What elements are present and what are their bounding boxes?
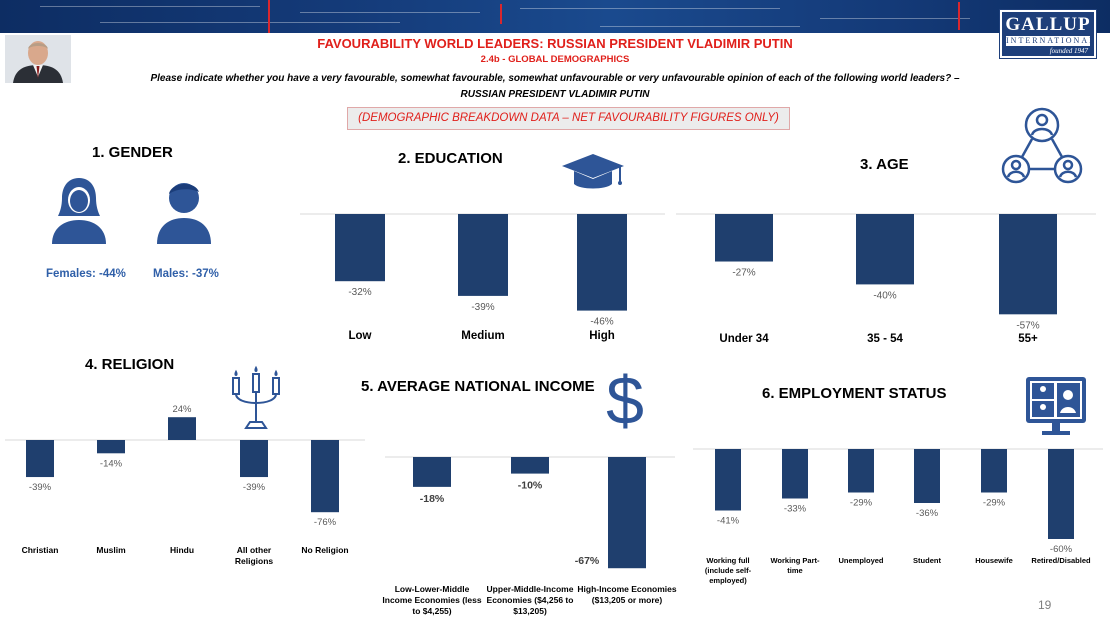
logo-founded: founded 1947 [1049, 47, 1088, 55]
education-bar [458, 214, 508, 296]
employment-value-label: -60% [1049, 544, 1073, 555]
age-chart [676, 205, 1096, 335]
females-value: Females: -44% [46, 268, 126, 280]
males-value: Males: -37% [153, 268, 219, 280]
employment-category-label: Housewife [975, 556, 1013, 565]
age-value-label: -57% [1016, 320, 1040, 332]
religion-value-label: -39% [28, 482, 52, 494]
education-value-label: -32% [348, 287, 372, 299]
employment-value-label: -33% [783, 503, 807, 515]
religion-bar [311, 440, 339, 512]
employment-bar [715, 449, 741, 511]
employment-bar [848, 449, 874, 493]
religion-category-label: Hindu [169, 545, 195, 555]
income-category-label: Low-Lower-Middle Income Economies (less to $4,255) [382, 584, 482, 616]
age-category-label: Under 34 [719, 333, 769, 345]
female-icon [50, 176, 108, 244]
employment-bar [782, 449, 808, 499]
income-bar [511, 457, 549, 474]
employment-category-label: Working Part-time [770, 556, 820, 575]
religion-chart [5, 395, 365, 540]
education-category-label: Low [348, 330, 372, 342]
income-bar [413, 457, 451, 487]
religion-category-label: No Religion [301, 545, 349, 555]
education-section-title: 2. EDUCATION [398, 150, 503, 167]
religion-value-label: -39% [242, 482, 266, 494]
age-value-label: -40% [873, 290, 897, 302]
employment-value-label: -29% [849, 497, 873, 509]
employment-section-title: 6. EMPLOYMENT STATUS [762, 385, 947, 402]
age-value-label: -27% [732, 267, 756, 279]
age-bar [715, 214, 773, 262]
demographic-note: (DEMOGRAPHIC BREAKDOWN DATA – NET FAVOURABILITY FIGURES ONLY) [347, 107, 790, 130]
education-category-label: Medium [461, 330, 505, 342]
employment-category-label: Unemployed [838, 556, 884, 565]
religion-section-title: 4. RELIGION [85, 356, 175, 373]
employment-chart [693, 440, 1103, 555]
education-bar [335, 214, 385, 281]
question-text: Please indicate whether you have a very favourable, somewhat favourable, somewhat unfavourable or very unfavourable opinion of each of the following world leaders? – [150, 73, 960, 84]
religion-bar [97, 440, 125, 453]
income-value-label: -18% [419, 492, 445, 505]
age-category-label: 55+ [1018, 333, 1038, 345]
education-category-label: High [589, 330, 615, 342]
employment-bar [914, 449, 940, 503]
employment-category-label: Retired/Disabled [1031, 556, 1091, 565]
religion-bar [240, 440, 268, 477]
religion-value-label: -14% [99, 458, 123, 470]
gender-section-title: 1. GENDER [92, 144, 173, 161]
religion-bar [168, 417, 196, 440]
education-value-label: -39% [471, 301, 495, 313]
education-value-label: -46% [590, 316, 614, 328]
religion-value-label: 24% [172, 404, 192, 416]
religion-category-label: Christian [21, 545, 59, 555]
employment-category-label: Student [913, 556, 941, 565]
income-section-title: 5. AVERAGE NATIONAL INCOME [361, 378, 595, 395]
page-number: 19 [1038, 598, 1052, 612]
employment-bar [1048, 449, 1074, 539]
education-chart [300, 205, 665, 335]
header-banner [0, 0, 1110, 33]
age-bar [856, 214, 914, 284]
age-category-label: 35 - 54 [867, 333, 903, 345]
graduation-cap-icon [560, 152, 626, 192]
logo-name: GALLUP [1005, 14, 1091, 35]
male-icon [155, 178, 213, 244]
video-conference-icon [1024, 375, 1088, 439]
dollar-icon [606, 362, 644, 439]
people-network-icon [1000, 105, 1084, 189]
employment-value-label: -36% [915, 508, 939, 519]
employment-bar [981, 449, 1007, 493]
page-subtitle: 2.4b - GLOBAL DEMOGRAPHICS [480, 54, 630, 65]
employment-category-label: Working full (include self-employed) [704, 556, 752, 585]
income-value-label: -10% [517, 479, 543, 492]
question-text-subject: RUSSIAN PRESIDENT VLADIMIR PUTIN [460, 89, 650, 100]
income-bar [608, 457, 646, 568]
income-chart [385, 445, 675, 585]
gallup-logo [1000, 10, 1096, 58]
religion-bar [26, 440, 54, 477]
income-category-label: Upper-Middle-Income Economies ($4,256 to $13,205) [486, 584, 574, 616]
religion-category-label: All other Religions [234, 545, 274, 566]
page-title: FAVOURABILITY WORLD LEADERS: RUSSIAN PRESIDENT VLADIMIR PUTIN [317, 36, 793, 51]
education-bar [577, 214, 627, 311]
employment-value-label: -29% [982, 497, 1006, 509]
svg-text:$: $ [606, 363, 644, 439]
employment-value-label: -41% [716, 515, 740, 527]
age-section-title: 3. AGE [860, 156, 909, 173]
logo-subname: INTERNATIONAL [1006, 36, 1096, 45]
income-category-label: High-Income Economies ($13,205 or more) [577, 584, 677, 605]
religion-value-label: -76% [313, 517, 337, 529]
age-bar [999, 214, 1057, 314]
religion-category-label: Muslim [96, 545, 126, 555]
income-value-label: -67% [574, 555, 600, 568]
